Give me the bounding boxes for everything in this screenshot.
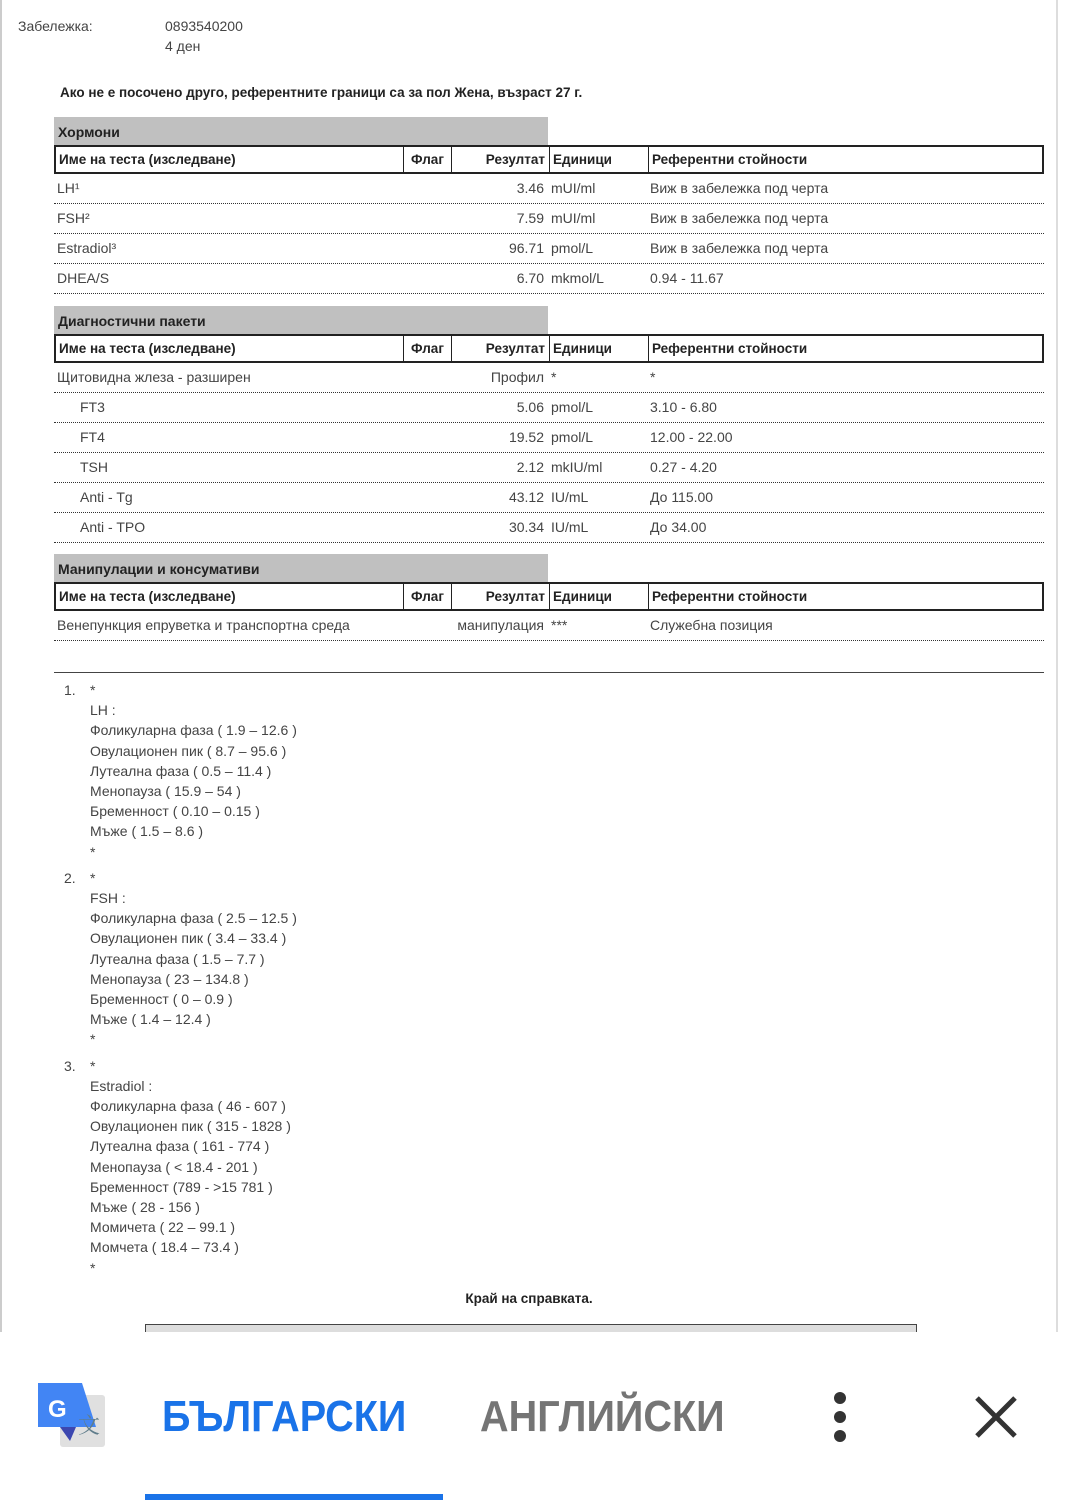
footnote-line: Лутеална фаза ( 161 - 774 )	[90, 1138, 270, 1155]
table-row	[54, 264, 1044, 294]
cell-units: mkIU/ml	[551, 459, 603, 475]
cell-name: LH¹	[57, 180, 80, 196]
cell-ref: Служебна позиция	[650, 617, 773, 633]
footnote-line: *	[90, 843, 96, 860]
footnote-line: Мъже ( 28 - 156 )	[90, 1199, 200, 1216]
column-header-flag: Флаг	[404, 584, 452, 609]
footnote-line: Овулационен пик ( 3.4 – 33.4 )	[90, 930, 287, 947]
cell-name: Венепункция епруветка и транспортна среда	[57, 617, 350, 633]
table-section	[54, 554, 1044, 641]
active-tab-indicator	[145, 1494, 443, 1500]
table-row	[54, 234, 1044, 264]
table-row	[54, 611, 1044, 641]
cell-name: TSH	[80, 459, 108, 475]
column-header-name: Име на теста (изследване)	[56, 147, 404, 172]
google-translate-icon[interactable]	[38, 1383, 106, 1449]
footnote-line: LH :	[90, 702, 116, 719]
cell-units: pmol/L	[551, 429, 594, 445]
cell-name: Anti - TPO	[80, 519, 146, 535]
footnote-line: Менопауза ( 23 – 134.8 )	[90, 970, 249, 987]
note-value-day: 4 ден	[165, 38, 201, 54]
footnote-line: Момичета ( 22 – 99.1 )	[90, 1219, 236, 1236]
footnote-line: Овулационен пик ( 315 - 1828 )	[90, 1118, 291, 1135]
svg-text:文: 文	[78, 1413, 101, 1438]
column-header-flag: Флаг	[404, 336, 452, 361]
close-icon[interactable]	[972, 1393, 1020, 1441]
table-row	[54, 423, 1044, 453]
table-header	[54, 582, 1044, 611]
cell-ref: До 34.00	[650, 519, 707, 535]
footnote-line: Estradiol :	[90, 1077, 153, 1094]
section-title: Манипулации и консумативи	[54, 554, 548, 582]
footnote	[64, 680, 297, 862]
column-header-result: Резултат	[452, 147, 550, 172]
cell-flag	[402, 174, 450, 203]
cell-units: IU/mL	[551, 489, 589, 505]
cell-units: mUI/ml	[551, 210, 596, 226]
column-header-name: Име на теста (изследване)	[56, 584, 404, 609]
cell-name: FT3	[80, 399, 105, 415]
footnote-body	[90, 1056, 291, 1278]
footnote-line: Фоликуларна фаза ( 1.9 – 12.6 )	[90, 722, 297, 739]
footnote-line: *	[90, 682, 96, 698]
footnote-line: Лутеална фаза ( 1.5 – 7.7 )	[90, 950, 265, 967]
table-header	[54, 334, 1044, 363]
cell-ref: 0.27 - 4.20	[650, 459, 717, 475]
cell-flag	[402, 204, 450, 233]
note-label: Забележка:	[18, 18, 93, 34]
svg-text:G: G	[48, 1396, 67, 1423]
cell-units: pmol/L	[551, 399, 594, 415]
column-header-ref: Референтни стойности	[652, 341, 808, 356]
column-header-ref: Референтни стойности	[652, 589, 808, 604]
cell-flag	[402, 264, 450, 293]
footnote-line: Лутеална фаза ( 0.5 – 11.4 )	[90, 762, 272, 779]
column-header-result: Резултат	[452, 336, 550, 361]
tab-source-language[interactable]: БЪЛГАРСКИ	[162, 1392, 407, 1441]
cell-ref: 3.10 - 6.80	[650, 399, 717, 415]
cell-result: 5.06	[516, 399, 544, 415]
footnote-line: Мъже ( 1.4 – 12.4 )	[90, 1011, 211, 1028]
table-row	[54, 453, 1044, 483]
cell-name: FSH²	[57, 210, 90, 226]
footnote-body	[90, 680, 297, 862]
footnote-line: *	[90, 1259, 96, 1276]
cell-units: IU/mL	[551, 519, 589, 535]
cell-name: Estradiol³	[57, 240, 117, 256]
footnote	[64, 1056, 297, 1278]
cell-result: Профил	[490, 369, 544, 385]
more-vert-icon[interactable]	[830, 1392, 850, 1442]
cell-flag	[402, 483, 450, 512]
footnote-number: 1.	[64, 682, 76, 698]
cell-flag	[402, 393, 450, 422]
column-header-units: Единици	[550, 584, 649, 609]
cell-ref: *	[650, 369, 656, 385]
cell-ref: 0.94 - 11.67	[650, 270, 724, 286]
footnote-number: 2.	[64, 869, 76, 886]
table-header	[54, 145, 1044, 174]
cell-flag	[402, 234, 450, 263]
table-row	[54, 363, 1044, 393]
cell-result: 43.12	[508, 489, 544, 505]
footnote-number: 3.	[64, 1057, 76, 1074]
cell-flag	[402, 363, 450, 392]
footnote-line: *	[90, 869, 96, 886]
section-title: Хормони	[54, 117, 548, 145]
footnote-line: Фоликуларна фаза ( 2.5 – 12.5 )	[90, 910, 297, 927]
end-of-report: Край на справката.	[465, 1291, 593, 1306]
cell-units: ***	[551, 617, 568, 633]
footnote-line: Бременност ( 0 – 0.9 )	[90, 991, 233, 1008]
cell-result: 3.46	[516, 180, 544, 196]
cell-units: *	[551, 369, 557, 385]
cell-name: FT4	[80, 429, 105, 445]
footnotes	[64, 680, 297, 1284]
footnote-line: Бременност ( 0.10 – 0.15 )	[90, 803, 260, 820]
cell-flag	[402, 423, 450, 452]
cell-result: 7.59	[516, 210, 544, 226]
footnote-line: Менопауза ( 15.9 – 54 )	[90, 783, 241, 800]
footnote-body	[90, 868, 297, 1050]
footnote-line: FSH :	[90, 890, 126, 907]
cell-result: 2.12	[516, 459, 544, 475]
note-value-phone: 0893540200	[165, 18, 243, 34]
cell-result: 19.52	[508, 429, 544, 445]
footnote-line: Мъже ( 1.5 – 8.6 )	[90, 823, 204, 840]
footnote	[64, 868, 297, 1050]
table-row	[54, 483, 1044, 513]
table-row	[54, 393, 1044, 423]
cell-ref: Виж в забележка под черта	[650, 180, 829, 196]
cell-ref: Виж в забележка под черта	[650, 210, 829, 226]
table-section	[54, 117, 1044, 294]
cell-units: pmol/L	[551, 240, 594, 256]
footnote-line: Фоликуларна фаза ( 46 - 607 )	[90, 1098, 286, 1115]
table-row	[54, 513, 1044, 543]
cell-flag	[402, 453, 450, 482]
cell-name: Anti - Tg	[80, 489, 133, 505]
tab-target-language[interactable]: АНГЛИЙСКИ	[480, 1392, 725, 1441]
cell-units: mUI/ml	[551, 180, 596, 196]
cell-result: манипулация	[457, 617, 544, 633]
footnote-line: Овулационен пик ( 8.7 – 95.6 )	[90, 742, 287, 759]
table-section	[54, 306, 1044, 543]
cell-name: DHEA/S	[57, 270, 110, 286]
footnote-line: Менопауза ( < 18.4 - 201 )	[90, 1158, 258, 1175]
cell-flag	[402, 513, 450, 542]
cell-result: 96.71	[508, 240, 544, 256]
section-title: Диагностични пакети	[54, 306, 548, 334]
reference-intro: Ако не е посочено друго, референтните граници са за пол Жена, възраст 27 г.	[60, 85, 583, 100]
table-row	[54, 204, 1044, 234]
column-header-units: Единици	[550, 336, 649, 361]
column-header-ref: Референтни стойности	[652, 152, 808, 167]
column-header-units: Единици	[550, 147, 649, 172]
table-row	[54, 174, 1044, 204]
column-header-result: Резултат	[452, 584, 550, 609]
cell-units: mkmol/L	[551, 270, 604, 286]
cell-result: 30.34	[508, 519, 544, 535]
footnote-line: *	[90, 1031, 96, 1048]
cell-result: 6.70	[516, 270, 544, 286]
column-header-flag: Флаг	[404, 147, 452, 172]
cell-ref: До 115.00	[650, 489, 714, 505]
cell-name: Щитовидна жлеза - разширен	[57, 369, 251, 385]
footnote-line: Момчета ( 18.4 – 73.4 )	[90, 1239, 239, 1256]
cell-flag	[402, 611, 450, 640]
footnote-line: Бременност (789 - >15 781 )	[90, 1178, 273, 1195]
column-header-name: Име на теста (изследване)	[56, 336, 404, 361]
cell-ref: Виж в забележка под черта	[650, 240, 829, 256]
footnote-line: *	[90, 1057, 96, 1074]
cell-ref: 12.00 - 22.00	[650, 429, 733, 445]
footnote-divider	[54, 672, 1044, 673]
